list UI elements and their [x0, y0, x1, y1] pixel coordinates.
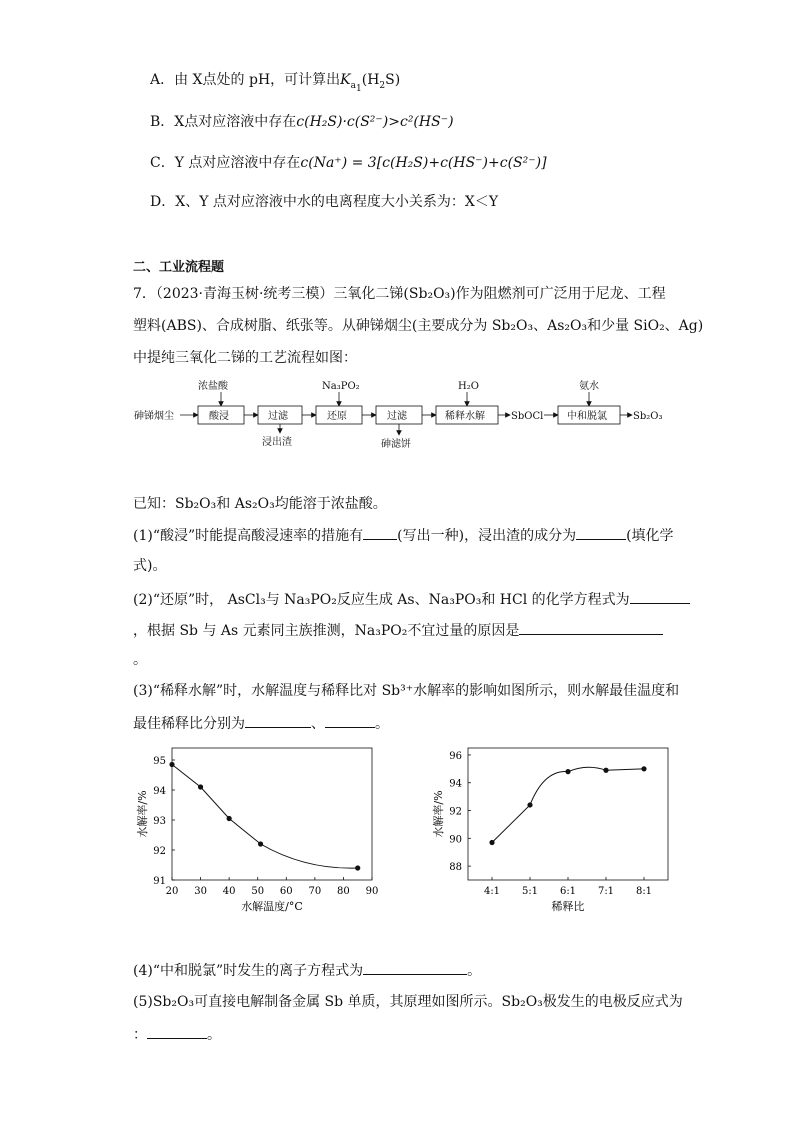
y-tick-label: 88: [449, 862, 462, 874]
p1-blank-2[interactable]: [576, 525, 626, 540]
x-axis-label: 水解温度/°C: [241, 900, 303, 913]
chart-dilution: [430, 740, 680, 920]
input-h2o: H₂O: [458, 381, 479, 392]
data-point: [169, 762, 174, 767]
x-tick-label: 90: [365, 886, 379, 897]
data-point: [258, 841, 263, 846]
x-tick-label: 7:1: [597, 886, 615, 897]
p4-b: 。: [467, 963, 482, 979]
series-line: [492, 767, 644, 842]
x-tick-label: 4:1: [483, 886, 501, 897]
p2-b: ，根据 Sb 与 As 元素同主族推测，Na₃PO₂不宜过量的原因是: [133, 623, 520, 639]
box-reduce-label: 还原: [327, 411, 347, 422]
p3-c: 、: [311, 716, 325, 732]
y-tick-label: 91: [153, 876, 166, 887]
y-tick-label: 92: [153, 846, 166, 857]
data-point: [227, 816, 232, 821]
ka-sub: a: [350, 80, 356, 91]
x-tick-label: 30: [194, 886, 207, 897]
p2-line2: [133, 620, 663, 641]
ka-symbol: K: [340, 72, 351, 88]
box-filter-1-label: 过滤: [268, 411, 288, 422]
q7-line1: 7．（2023·青海玉树·统考三模）三氧化二锑(Sb₂O₃)作为阻燃剂可广泛用于尼龙、工程: [133, 286, 666, 302]
p3-b: 最佳稀释比分别为: [133, 716, 245, 732]
y-tick-label: 95: [153, 756, 166, 767]
box-neutralize-label: 中和脱氯: [567, 411, 607, 422]
x-tick-label: 8:1: [635, 886, 653, 897]
p4-blank[interactable]: [363, 960, 467, 975]
p3-line: (3)“稀释水解”时，水解温度与稀释比对 Sb³⁺水解率的影响如图所示，则水解最佳温度和: [133, 683, 680, 699]
output-residue: 浸出渣: [262, 437, 292, 448]
input-na3po2: Na₃PO₂: [322, 381, 360, 392]
flow-mid: SbOCl: [511, 411, 544, 422]
q7-line3: 中提纯三氧化二锑的工艺流程如图：: [133, 350, 357, 366]
x-tick-label: 70: [308, 886, 322, 897]
x-tick-label: 50: [251, 886, 265, 897]
p3-blank-1[interactable]: [245, 713, 311, 728]
p1-b: (写出一种)，浸出渣的成分为: [397, 528, 577, 544]
flow-start: 砷锑烟尘: [134, 411, 174, 422]
x-tick-label: 80: [337, 886, 350, 897]
p4-a: (4)“中和脱氯”时发生的离子方程式为: [133, 963, 364, 979]
option-b-expr: c(H₂S)·c(S²⁻)>c²(HS⁻): [296, 114, 454, 130]
y-tick-label: 94: [153, 786, 166, 797]
option-c-expr: c(Na⁺) = 3[c(H₂S)+c(HS⁻)+c(S²⁻)]: [300, 155, 547, 171]
p3-d: 。: [375, 716, 389, 732]
p2-line3: 。: [133, 652, 147, 668]
option-b: [150, 112, 454, 132]
p2-blank-2[interactable]: [519, 620, 663, 635]
y-tick-label: 96: [449, 750, 462, 762]
output-as-cake: 砷滤饼: [381, 439, 411, 450]
x-tick-label: 5:1: [521, 886, 539, 897]
plot-frame: [468, 748, 668, 880]
option-b-text: B．X点对应溶液中存在: [150, 114, 297, 130]
y-axis-label: 水解率/%: [136, 790, 149, 838]
p3-blank-2[interactable]: [325, 713, 375, 728]
h2s-a: (H: [361, 72, 380, 88]
p1-c: (填化学: [626, 528, 674, 544]
x-tick-label: 60: [279, 886, 293, 897]
option-a-text: A．由 X点处的 pH，可计算出: [150, 72, 341, 88]
p5-c: 。: [207, 1027, 221, 1043]
box-filter-2-label: 过滤: [387, 411, 407, 422]
y-tick-label: 92: [449, 806, 462, 818]
box-hydrolysis-label: 稀释水解: [445, 411, 485, 422]
p1-a: (1)“酸浸”时能提高酸浸速率的措施有: [133, 528, 364, 544]
box-acid-leach-label: 酸浸: [209, 411, 229, 422]
ka-sub2: 1: [356, 83, 362, 94]
y-tick-label: 93: [153, 816, 166, 827]
p5-line: (5)Sb₂O₃可直接电解制备金属 Sb 单质，其原理如图所示。Sb₂O₃极发生的电极反应式为: [133, 994, 683, 1010]
p3-line2: [133, 713, 389, 734]
flow-end: Sb₂O₃: [633, 411, 663, 422]
p2-a: (2)“还原”时， AsCl₃与 Na₃PO₂反应生成 As、Na₃PO₃和 HCl 的化学方程式为: [133, 592, 630, 608]
data-point: [527, 802, 532, 807]
data-point: [641, 766, 646, 771]
q7-line2: 塑料(ABS)、合成树脂、纸张等。从砷锑烟尘(主要成分为 Sb₂O₃、As₂O₃和少量 SiO₂、Ag): [133, 318, 704, 334]
p1-line: [133, 525, 674, 546]
data-point: [198, 784, 203, 789]
p1-line2: 式)。: [133, 558, 167, 574]
data-point: [603, 768, 608, 773]
data-point: [355, 865, 360, 870]
x-tick-label: 40: [222, 886, 236, 897]
x-tick-label: 6:1: [559, 886, 577, 897]
y-axis-label: 水解率/%: [432, 790, 445, 838]
y-tick-label: 90: [449, 834, 462, 846]
p5-line2: [133, 1024, 221, 1045]
option-d: D．X、Y 点对应溶液中水的电离程度大小关系为：X＜Y: [150, 194, 499, 210]
x-tick-label: 20: [165, 886, 179, 897]
data-point: [489, 840, 494, 845]
p2-blank-1[interactable]: [630, 589, 690, 604]
option-c: [150, 153, 547, 173]
h2s-end: S): [385, 72, 401, 88]
section-title: 二、工业流程题: [133, 260, 225, 275]
input-hcl: 浓盐酸: [198, 381, 228, 392]
data-point: [565, 769, 570, 774]
option-a: [150, 70, 400, 99]
process-flow-diagram: [130, 375, 670, 455]
p2-line: [133, 589, 690, 610]
chart-temperature: [130, 740, 390, 920]
input-ammonia: 氨水: [579, 381, 599, 392]
p5-blank[interactable]: [147, 1024, 207, 1039]
option-c-text: C．Y 点对应溶液中存在: [150, 155, 301, 171]
plot-frame: [172, 748, 372, 880]
h2s-sub: 2: [379, 80, 386, 91]
p1-blank-1[interactable]: [363, 525, 397, 540]
p4-line: [133, 960, 481, 981]
p5-b: ：: [133, 1027, 147, 1043]
known-line: 已知：Sb₂O₃和 As₂O₃均能溶于浓盐酸。: [133, 496, 387, 512]
x-axis-label: 稀释比: [551, 900, 585, 913]
y-tick-label: 94: [449, 778, 462, 790]
series-line: [172, 765, 358, 869]
